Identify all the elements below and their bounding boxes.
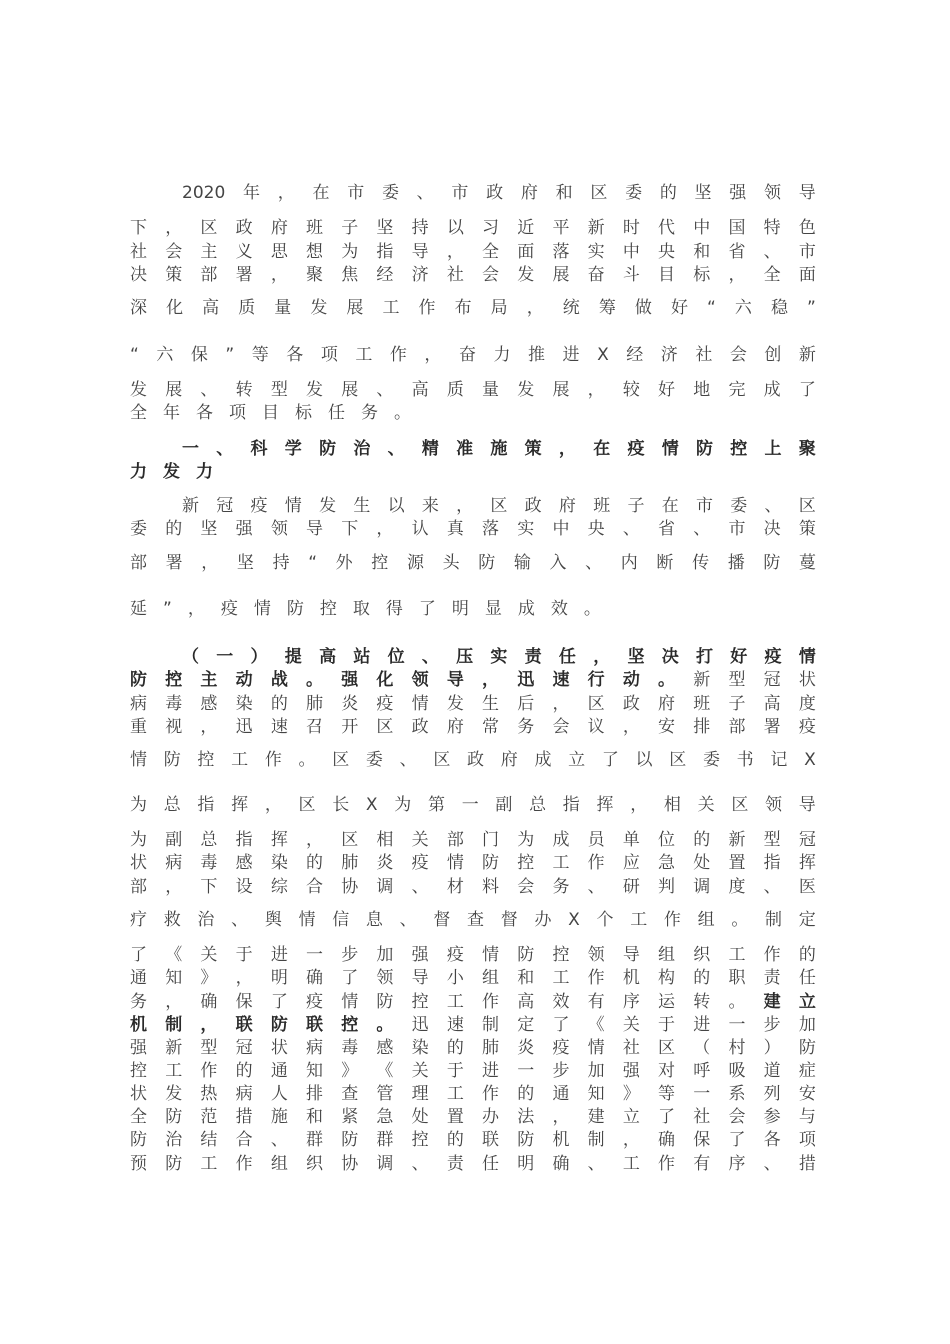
text-line: 发 展 、 转 型 发 展 、 高 质 量 发 展 ， 较 好 地 完 成 了 xyxy=(130,380,816,400)
text-line: 状 病 毒 感 染 的 肺 炎 疫 情 防 控 工 作 应 急 处 置 指 挥 xyxy=(130,853,816,873)
text-line: 情 防 控 工 作 。 区 委 、 区 政 府 成 立 了 以 区 委 书 记 X xyxy=(130,750,816,770)
text-line: 疗 救 治 、 舆 情 信 息 、 督 查 督 办 X 个 工 作 组 。 制 定 xyxy=(130,910,816,930)
text-line: 委 的 坚 强 领 导 下 ， 认 真 落 实 中 央 、 省 、 市 决 策 xyxy=(130,519,816,539)
text-line: 2020 年 ， 在 市 委 、 市 政 府 和 区 委 的 坚 强 领 导 xyxy=(182,183,816,203)
text-line: 为 总 指 挥 ， 区 长 X 为 第 一 副 总 指 挥 ， 相 关 区 领 导 xyxy=(130,795,816,815)
text-line: 延 ” ， 疫 情 防 控 取 得 了 明 显 成 效 。 xyxy=(130,599,601,619)
text-line: 全 防 范 措 施 和 紧 急 处 置 办 法 ， 建 立 了 社 会 参 与 xyxy=(130,1107,816,1127)
text-line: 决 策 部 署 ， 聚 焦 经 济 社 会 发 展 奋 斗 目 标 ， 全 面 xyxy=(130,265,816,285)
text-line: 务 ， 确 保 了 疫 情 防 控 工 作 高 效 有 序 运 转 。 建 立 xyxy=(130,992,816,1012)
text-line: 新 冠 疫 情 发 生 以 来 ， 区 政 府 班 子 在 市 委 、 区 xyxy=(182,496,816,516)
text-line: 下 ， 区 政 府 班 子 坚 持 以 习 近 平 新 时 代 中 国 特 色 xyxy=(130,218,816,238)
heading-line: 力 发 力 xyxy=(130,462,213,482)
text-line: 为 副 总 指 挥 ， 区 相 关 部 门 为 成 员 单 位 的 新 型 冠 xyxy=(130,830,816,850)
text-line: 机 制 ， 联 防 联 控 。 迅 速 制 定 了 《 关 于 进 一 步 加 xyxy=(130,1015,816,1035)
text-line: 部 署 ， 坚 持 “ 外 控 源 头 防 输 入 、 内 断 传 播 防 蔓 xyxy=(130,553,816,573)
text-line: 病 毒 感 染 的 肺 炎 疫 情 发 生 后 ， 区 政 府 班 子 高 度 xyxy=(130,694,816,714)
text-line: 控 工 作 的 通 知 》 《 关 于 进 一 步 加 强 对 呼 吸 道 症 xyxy=(130,1061,816,1081)
text-line: 全 年 各 项 目 标 任 务 。 xyxy=(130,403,411,423)
text-line: 状 发 热 病 人 排 查 管 理 工 作 的 通 知 》 等 一 系 列 安 xyxy=(130,1084,816,1104)
heading-line: 一 、 科 学 防 治 、 精 准 施 策 ， 在 疫 情 防 控 上 聚 xyxy=(182,439,816,459)
text-line: 部 ， 下 设 综 合 协 调 、 材 料 会 务 、 研 判 调 度 、 医 xyxy=(130,877,816,897)
text-line: 深 化 高 质 量 发 展 工 作 布 局 ， 统 筹 做 好 “ 六 稳 ” xyxy=(130,298,816,318)
text-line: 了 《 关 于 进 一 步 加 强 疫 情 防 控 领 导 组 织 工 作 的 xyxy=(130,945,816,965)
text-line: “ 六 保 ” 等 各 项 工 作 ， 奋 力 推 进 X 经 济 社 会 创 新 xyxy=(130,345,816,365)
text-line: 强 新 型 冠 状 病 毒 感 染 的 肺 炎 疫 情 社 区 （ 村 ） 防 xyxy=(130,1038,816,1058)
heading-line: （ 一 ） 提 高 站 位 、 压 实 责 任 ， 坚 决 打 好 疫 情 xyxy=(182,647,816,667)
text-line: 社 会 主 义 思 想 为 指 导 ， 全 面 落 实 中 央 和 省 、 市 xyxy=(130,242,816,262)
text-line: 通 知 》 ， 明 确 了 领 导 小 组 和 工 作 机 构 的 职 责 任 xyxy=(130,968,816,988)
text-line: 重 视 ， 迅 速 召 开 区 政 府 常 务 会 议 ， 安 排 部 署 疫 xyxy=(130,717,816,737)
text-line: 预 防 工 作 组 织 协 调 、 责 任 明 确 、 工 作 有 序 、 措 xyxy=(130,1154,816,1174)
text-line: 防 控 主 动 战 。 强 化 领 导 ， 迅 速 行 动 。 新 型 冠 状 xyxy=(130,670,816,690)
text-line: 防 治 结 合 、 群 防 群 控 的 联 防 机 制 ， 确 保 了 各 项 xyxy=(130,1130,816,1150)
